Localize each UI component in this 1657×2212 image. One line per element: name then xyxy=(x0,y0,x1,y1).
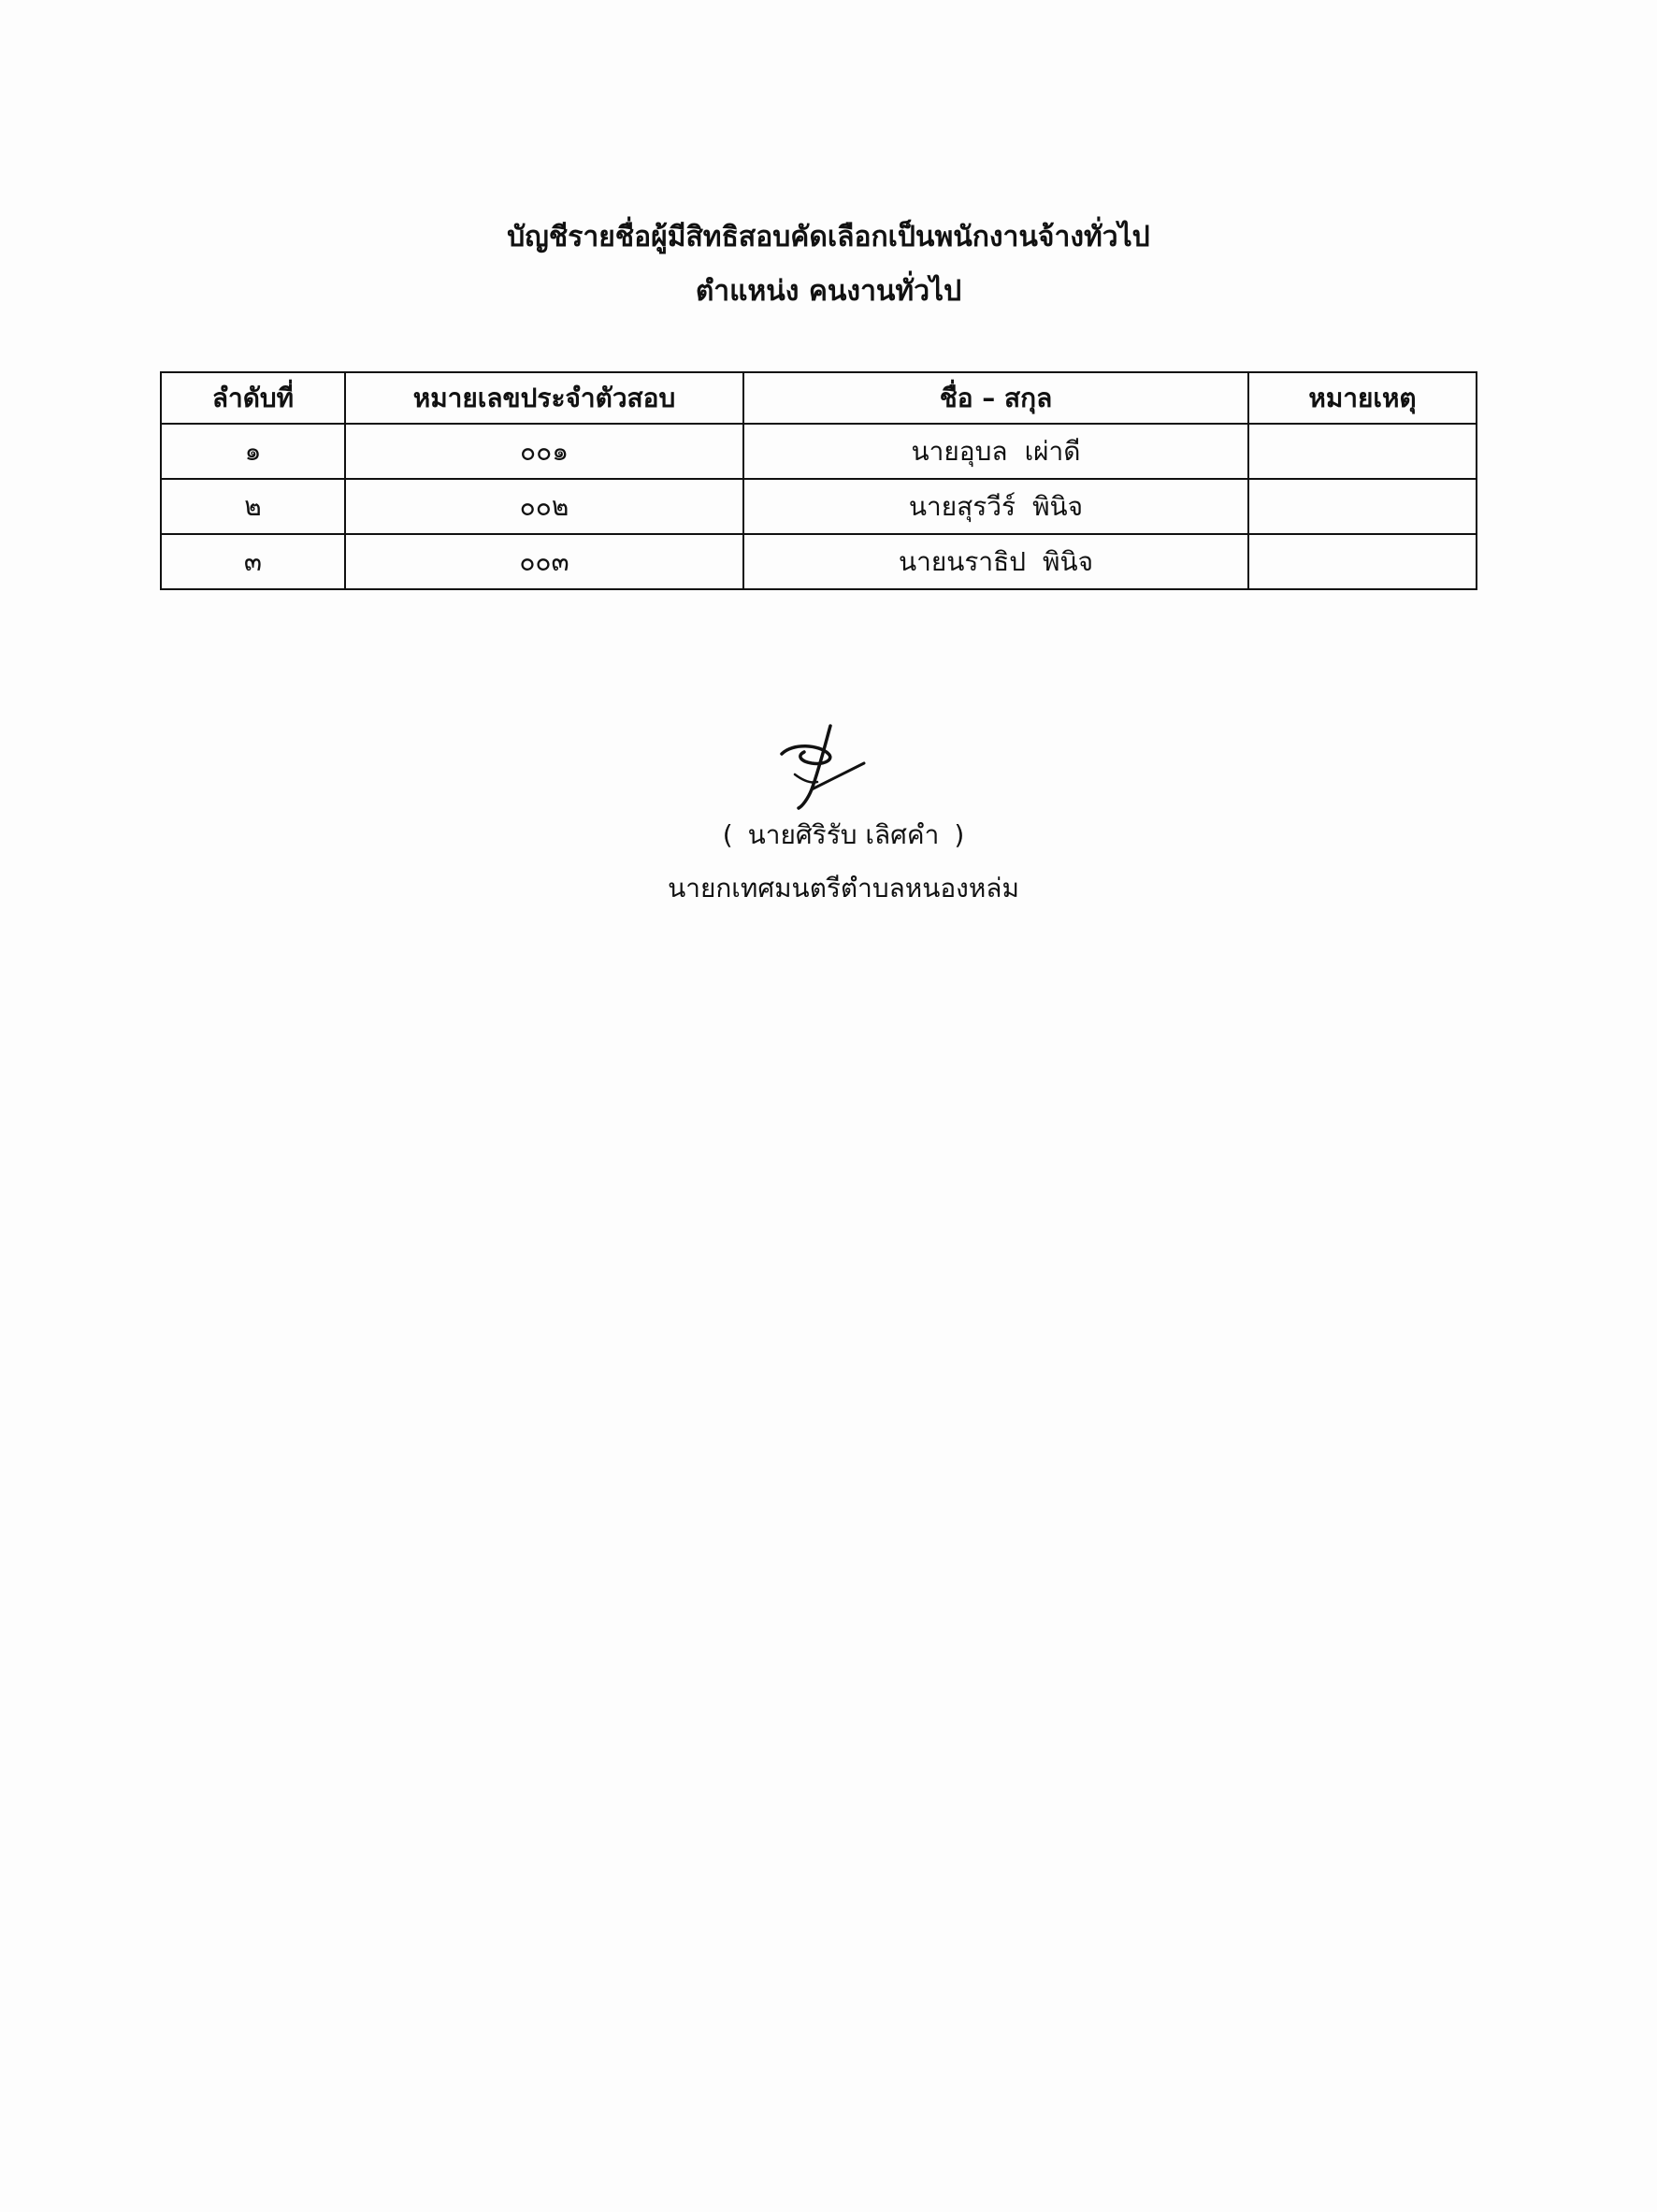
exam-number-cell: ๐๐๑ xyxy=(345,424,743,479)
note-cell xyxy=(1248,479,1477,534)
close-paren: ) xyxy=(954,819,965,850)
document-title: บัญชีรายชื่อผู้มีสิทธิสอบคัดเลือกเป็นพนักงานจ้างทั่วไป xyxy=(507,221,1150,253)
full-name-cell xyxy=(743,424,1248,479)
signer-name: นายศิริรับ เลิศคำ xyxy=(747,819,940,850)
note-cell xyxy=(1248,424,1477,479)
column-header-full-name: ชื่อ – สกุล xyxy=(743,372,1248,424)
signer-name-line xyxy=(15,817,1657,854)
column-header-exam-number: หมายเลขประจำตัวสอบ xyxy=(345,372,743,424)
column-header-seq: ลำดับที่ xyxy=(161,372,345,424)
signer-title: นายกเทศมนตรีตำบลหนองหล่ม xyxy=(668,873,1019,904)
candidate-table xyxy=(160,371,1477,590)
exam-number-cell: ๐๐๒ xyxy=(345,479,743,534)
handwritten-signature-icon xyxy=(774,722,877,816)
table-row xyxy=(161,479,1477,534)
table-row xyxy=(161,424,1477,479)
full-name-cell xyxy=(743,534,1248,589)
full-name-cell xyxy=(743,479,1248,534)
first-name: นายสุรวีร์ xyxy=(908,490,1016,522)
note-cell xyxy=(1248,534,1477,589)
last-name: เผ่าดี xyxy=(1024,435,1081,467)
seq-cell: ๓ xyxy=(161,534,345,589)
seq-cell: ๑ xyxy=(161,424,345,479)
seq-cell: ๒ xyxy=(161,479,345,534)
first-name: นายอุบล xyxy=(911,435,1008,467)
position-title: ตำแหน่ง คนงานทั่วไป xyxy=(695,275,962,308)
last-name: พินิจ xyxy=(1032,490,1084,522)
last-name: พินิจ xyxy=(1043,545,1094,577)
table-header-row xyxy=(161,372,1477,424)
table-row xyxy=(161,534,1477,589)
open-paren: ( xyxy=(722,819,733,850)
column-header-note: หมายเหตุ xyxy=(1248,372,1477,424)
first-name: นายนราธิป xyxy=(898,545,1027,577)
exam-number-cell: ๐๐๓ xyxy=(345,534,743,589)
